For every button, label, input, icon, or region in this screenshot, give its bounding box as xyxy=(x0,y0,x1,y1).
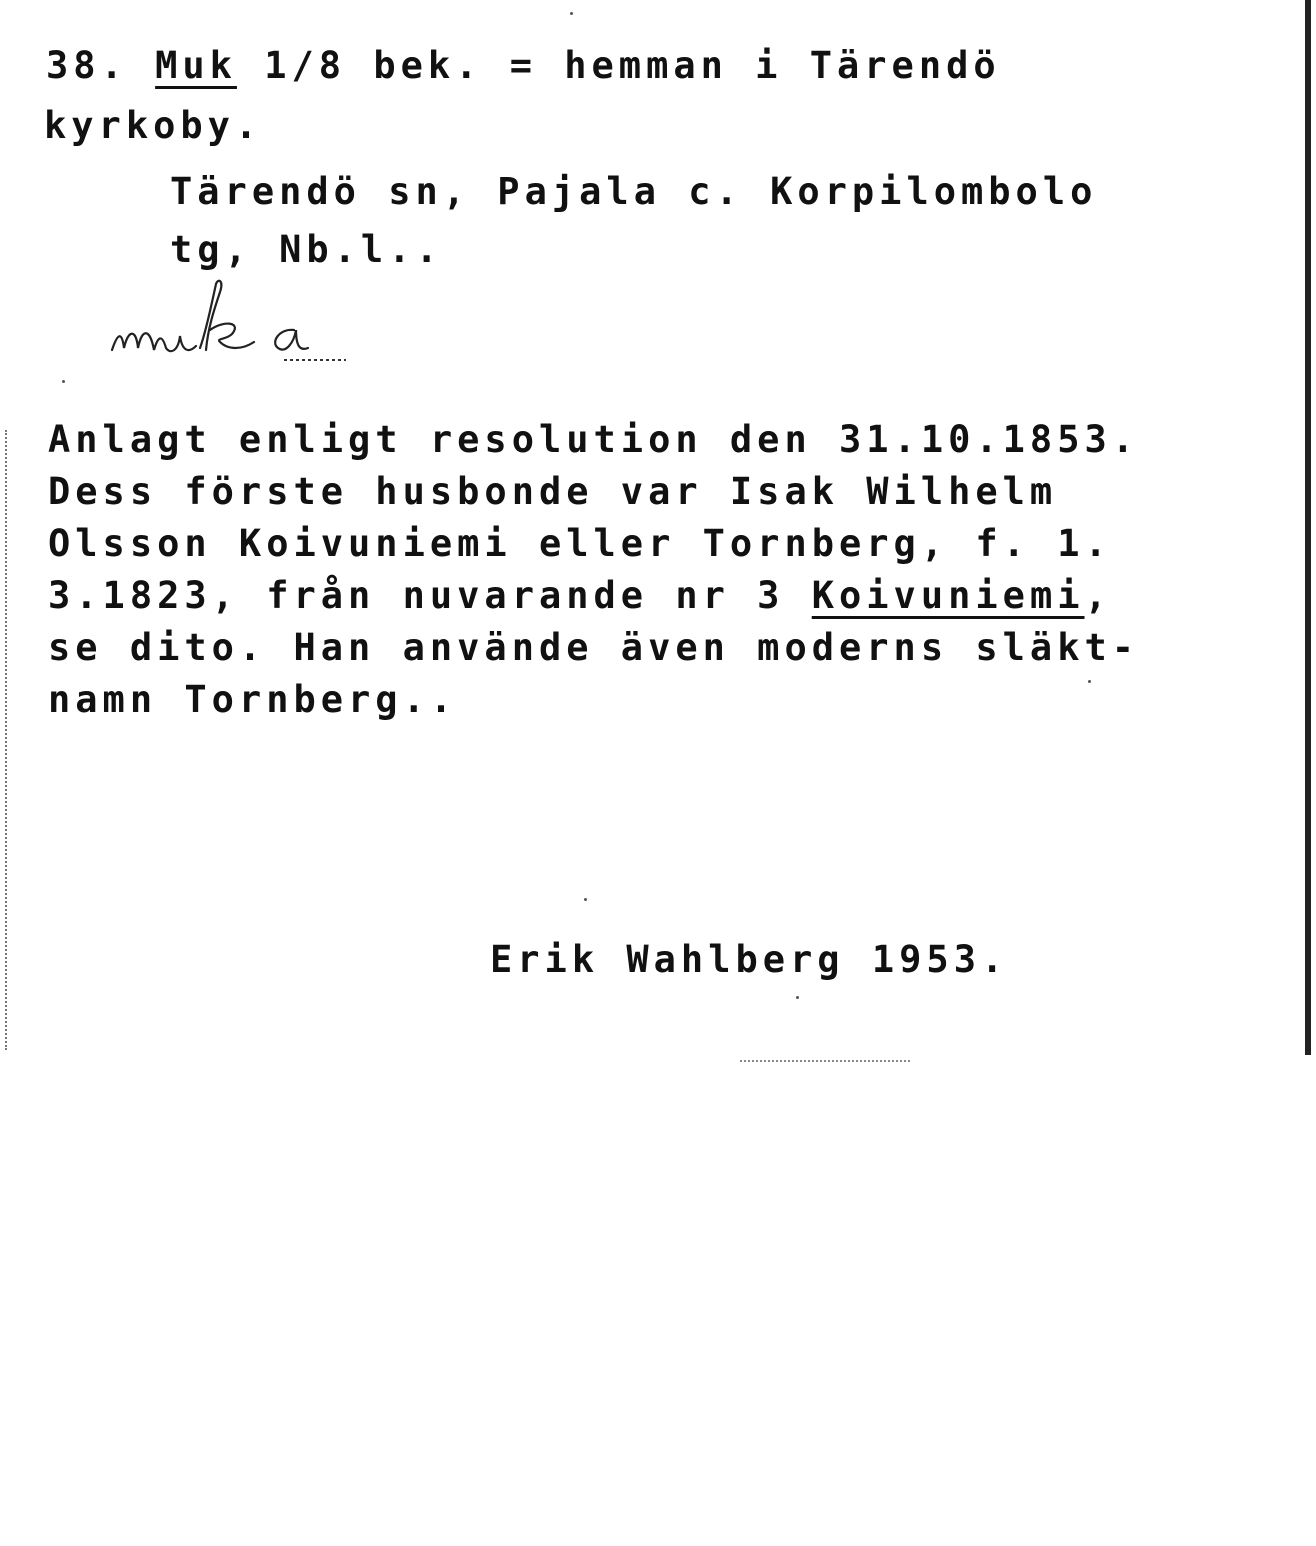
speck xyxy=(570,12,573,15)
body-line-1: Anlagt enligt resolution den 31.10.1853. xyxy=(48,418,1140,461)
body-line-5: se dito. Han använde även moderns släkt- xyxy=(48,626,1140,669)
location-line-1: Tärendö sn, Pajala c. Korpilombolo xyxy=(170,170,1098,213)
speck xyxy=(1088,680,1091,683)
body-line-4-end: , xyxy=(1084,574,1112,617)
body-line-4 xyxy=(48,574,1112,618)
card-bottom-edge xyxy=(740,1060,910,1062)
card-right-edge xyxy=(1305,0,1311,1055)
speck xyxy=(584,898,587,901)
card-left-edge xyxy=(5,430,9,1050)
heading-line-2: kyrkoby. xyxy=(44,104,263,147)
signature: Erik Wahlberg 1953. xyxy=(490,938,1009,981)
body-line-3: Olsson Koivuniemi eller Tornberg, f. 1. xyxy=(48,522,1112,565)
handwritten-annotation xyxy=(108,272,408,381)
body-line-2: Dess förste husbonde var Isak Wilhelm xyxy=(48,470,1058,513)
body-line-4-start: 3.1823, från nuvarande nr 3 xyxy=(48,574,812,617)
location-line-2: tg, Nb.l.. xyxy=(170,228,443,271)
koivuniemi-reference: Koivuniemi xyxy=(811,574,1085,617)
handwriting-svg xyxy=(108,272,408,372)
entry-number: 38. xyxy=(46,44,128,87)
speck xyxy=(62,380,65,383)
farm-name: Muk xyxy=(155,44,237,87)
heading-description: 1/8 bek. = hemman i Tärendö xyxy=(236,44,1001,87)
heading-line xyxy=(46,44,1001,88)
speck xyxy=(796,996,799,999)
body-line-6: namn Tornberg.. xyxy=(48,678,458,721)
